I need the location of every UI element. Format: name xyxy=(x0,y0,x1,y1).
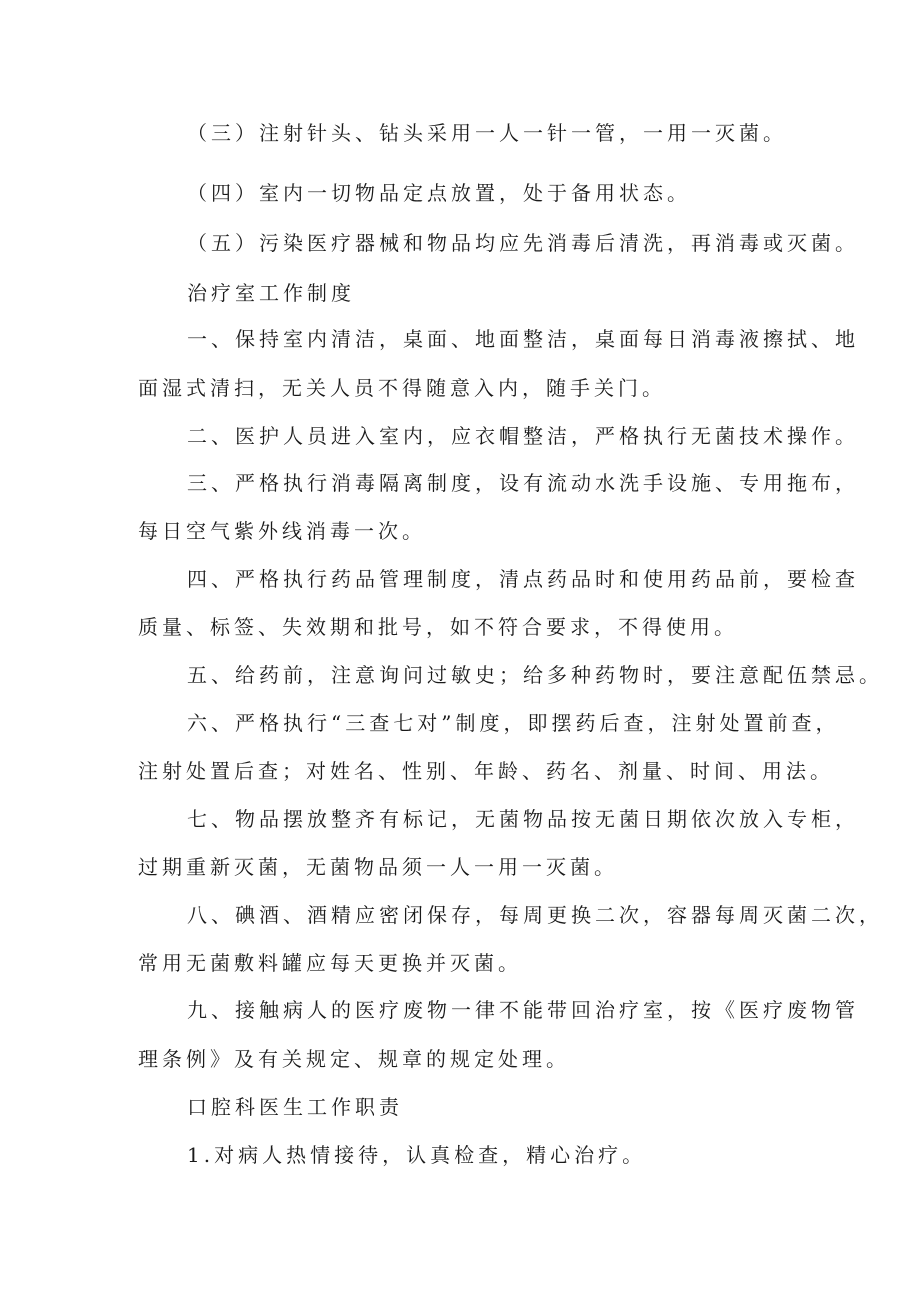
treatment-rule-7-line-2: 过期重新灭菌，无菌物品须一人一用一灭菌。 xyxy=(138,855,618,879)
treatment-rule-2: 二、医护人员进入室内，应衣帽整洁，严格执行无菌技术操作。 xyxy=(187,424,859,448)
dental-duty-1: 1.对病人热情接待，认真检查，精心治疗。 xyxy=(187,1143,647,1167)
treatment-rule-4-line-1: 四、严格执行药品管理制度，清点药品时和使用药品前，要检查 xyxy=(187,567,859,591)
treatment-rule-7-line-1: 七、物品摆放整齐有标记，无菌物品按无菌日期依次放入专柜， xyxy=(187,807,859,831)
treatment-rule-8-line-1: 八、碘酒、酒精应密闭保存，每周更换二次，容器每周灭菌二次， xyxy=(187,903,883,927)
dental-doctor-heading: 口腔科医生工作职责 xyxy=(187,1095,403,1119)
treatment-rule-4-line-2: 质量、标签、失效期和批号，如不符合要求，不得使用。 xyxy=(138,615,738,639)
treatment-rule-9-line-1: 九、接触病人的医疗废物一律不能带回治疗室，按《医疗废物管 xyxy=(187,998,859,1022)
treatment-rule-1-line-2: 面湿式清扫，无关人员不得随意入内，随手关门。 xyxy=(138,376,666,400)
treatment-rule-6-line-1: 六、严格执行“三查七对”制度，即摆药后查，注射处置前查， xyxy=(187,711,840,735)
treatment-rule-3-line-1: 三、严格执行消毒隔离制度，设有流动水洗手设施、专用拖布， xyxy=(187,471,859,495)
treatment-rule-6-line-2: 注射处置后查；对姓名、性别、年龄、药名、剂量、时间、用法。 xyxy=(138,759,834,783)
treatment-rule-1-line-1: 一、保持室内清洁，桌面、地面整洁，桌面每日消毒液擦拭、地 xyxy=(187,327,859,351)
sterilization-item-3: （三）注射针头、钻头采用一人一针一管，一用一灭菌。 xyxy=(187,121,787,145)
treatment-rule-3-line-2: 每日空气紫外线消毒一次。 xyxy=(138,519,426,543)
sterilization-item-5: （五）污染医疗器械和物品均应先消毒后清洗，再消毒或灭菌。 xyxy=(187,231,859,255)
treatment-room-heading: 治疗室工作制度 xyxy=(187,281,355,305)
treatment-rule-5: 五、给药前，注意询问过敏史；给多种药物时，要注意配伍禁忌。 xyxy=(187,663,883,687)
sterilization-item-4: （四）室内一切物品定点放置，处于备用状态。 xyxy=(187,181,691,205)
treatment-rule-8-line-2: 常用无菌敷料罐应每天更换并灭菌。 xyxy=(138,951,522,975)
treatment-rule-9-line-2: 理条例》及有关规定、规章的规定处理。 xyxy=(138,1047,570,1071)
